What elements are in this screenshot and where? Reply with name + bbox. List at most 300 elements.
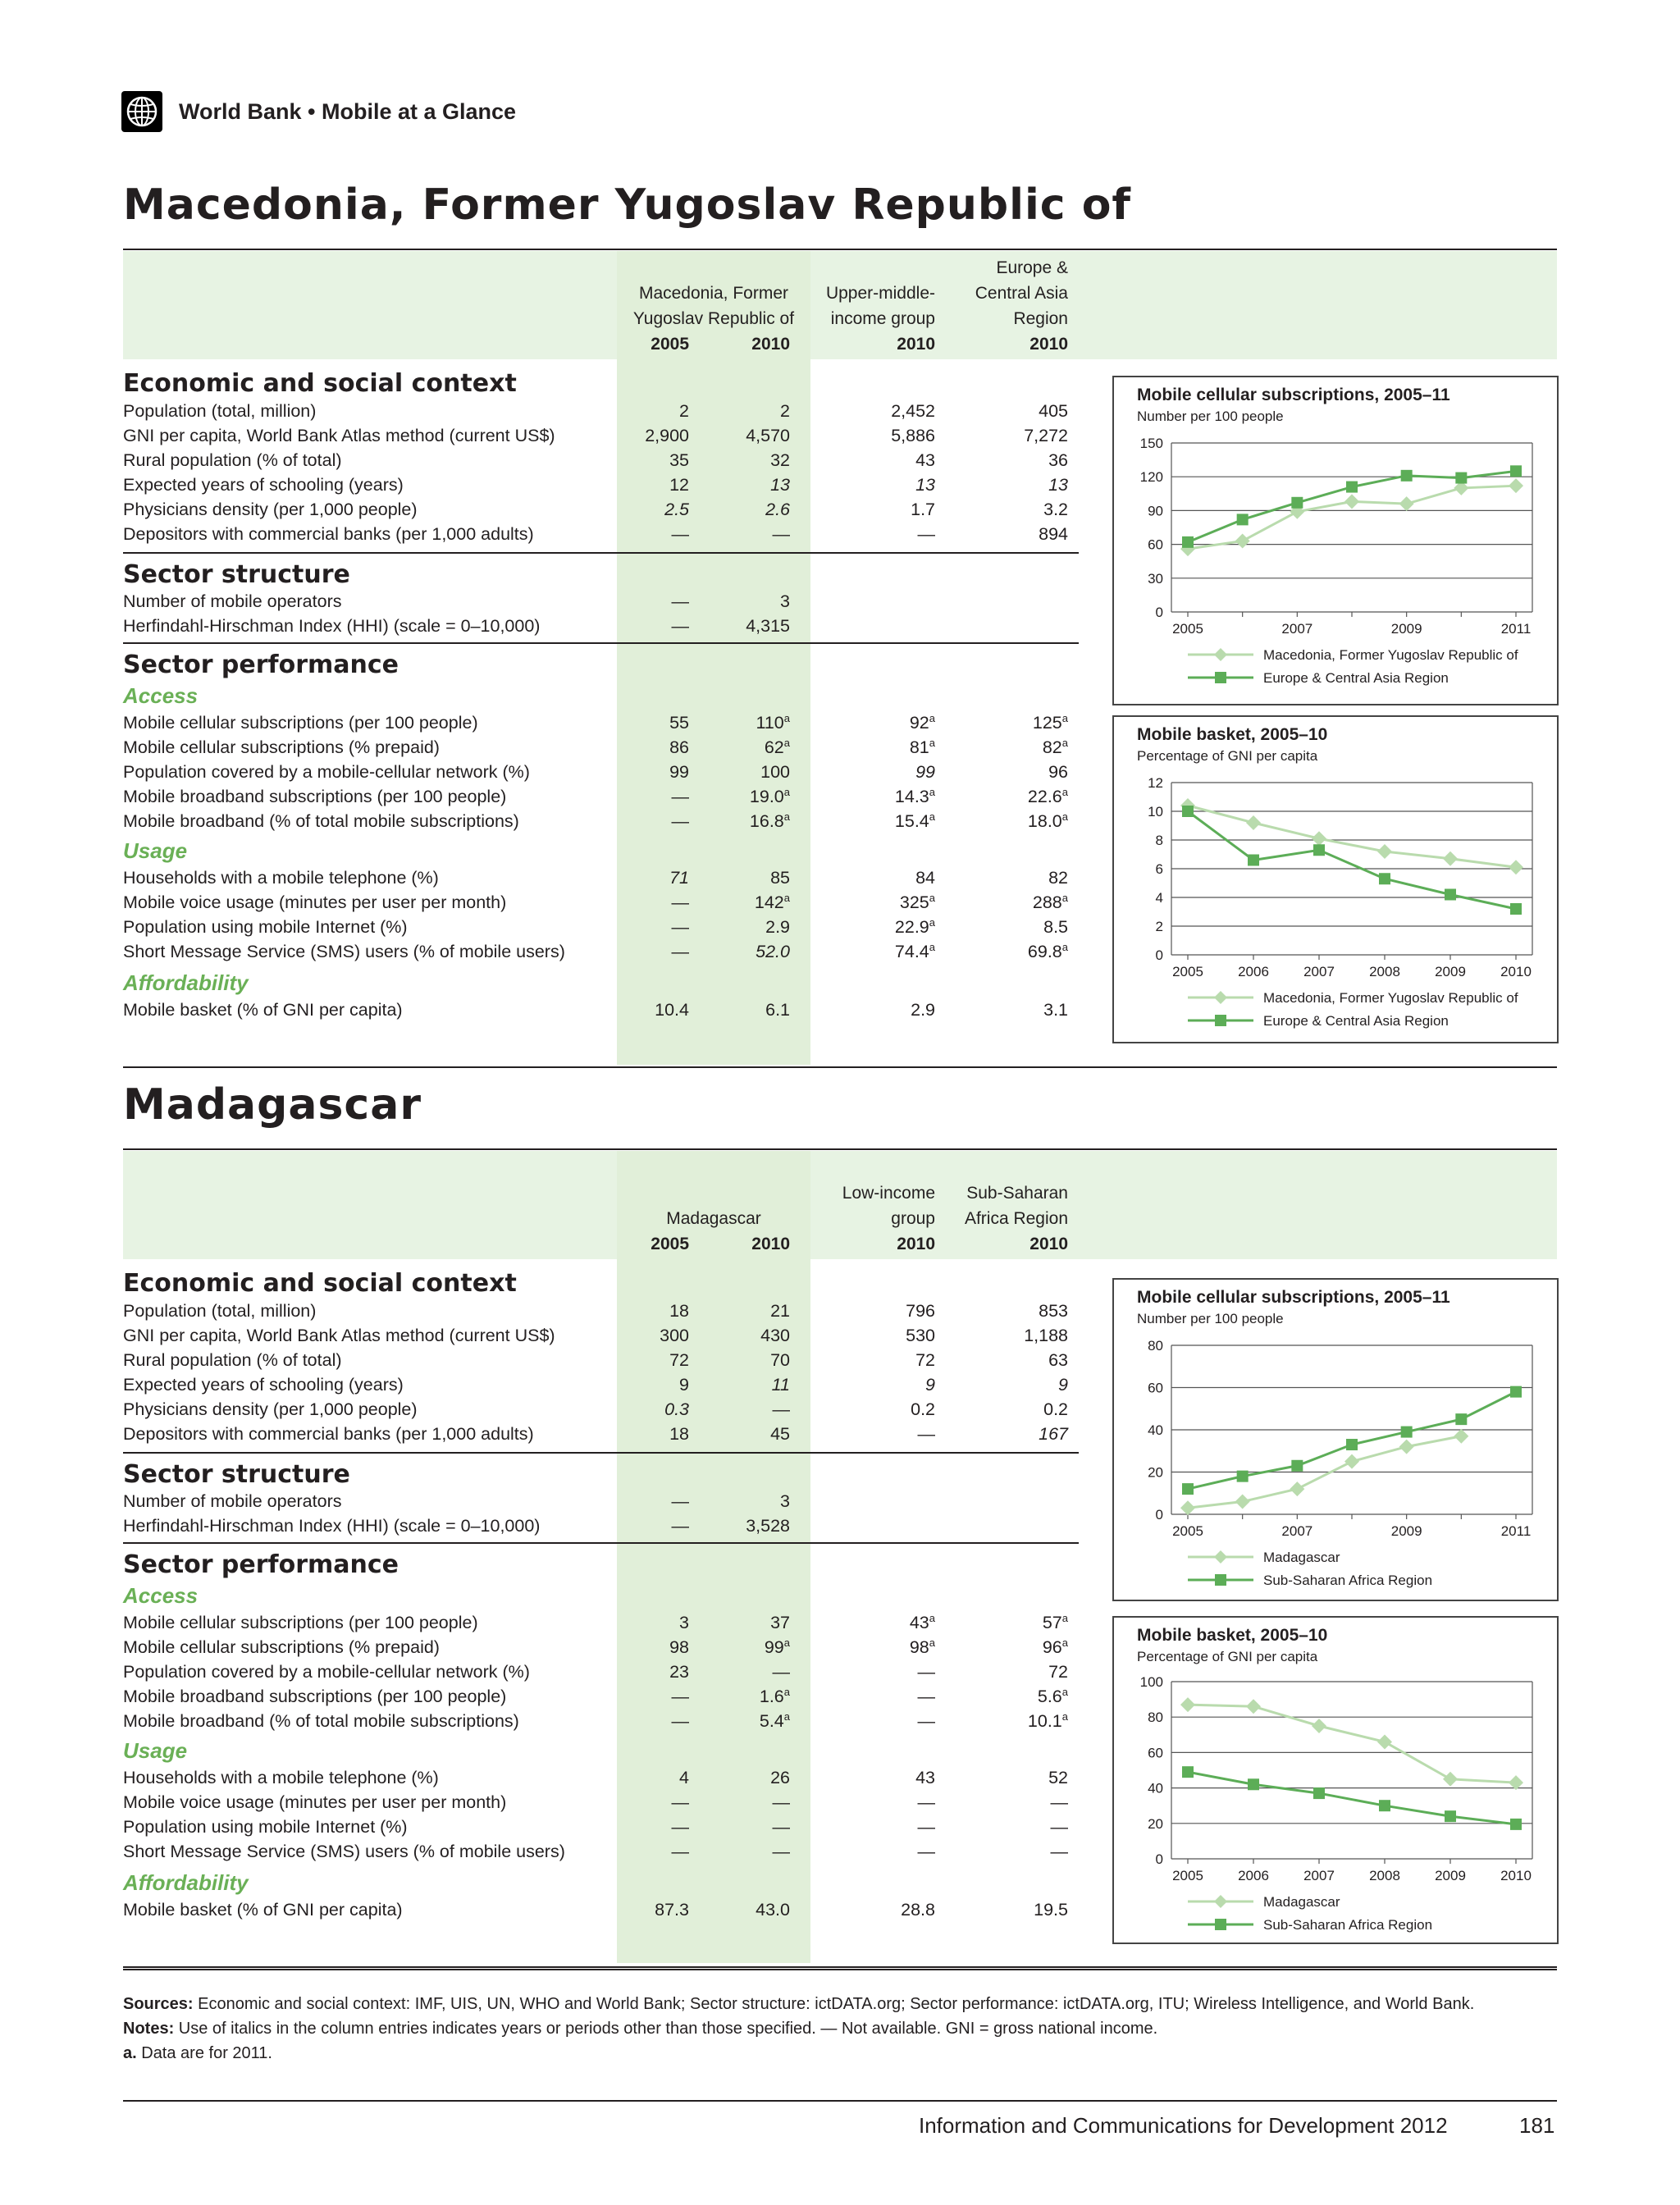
- value-text: 0.3: [664, 1399, 689, 1419]
- row-value: [943, 1790, 1068, 1815]
- table-row: [123, 865, 1083, 890]
- table-row: [123, 1513, 1083, 1538]
- value-text: 72: [915, 1350, 935, 1370]
- row-value: [623, 784, 689, 809]
- footnote-marker: a: [1061, 1685, 1068, 1698]
- row-value: [812, 890, 935, 915]
- chart-title: Mobile basket, 2005–10: [1137, 725, 1328, 744]
- row-label: Mobile cellular subscriptions (% prepaid): [123, 1637, 440, 1657]
- table-row: [123, 1422, 1083, 1446]
- legend-label: Sub-Saharan Africa Region: [1263, 1573, 1433, 1588]
- row-value: [722, 710, 790, 735]
- section-structure: Sector structure: [123, 1460, 350, 1489]
- data-point: [1346, 1439, 1358, 1450]
- row-value: [722, 1397, 790, 1422]
- value-text: —: [671, 591, 689, 611]
- row-value: [943, 472, 1068, 497]
- row-value: [623, 1422, 689, 1446]
- value-text: 3.1: [1043, 1000, 1068, 1020]
- value-text: —: [772, 1792, 790, 1812]
- footnote-marker: a: [1061, 1611, 1068, 1624]
- subsection-usage: Usage: [123, 1738, 188, 1763]
- table-row: [123, 614, 1083, 638]
- value-text: 1,188: [1024, 1326, 1068, 1345]
- table-row: [123, 998, 1083, 1022]
- row-value: [943, 710, 1068, 735]
- row-value: [623, 614, 689, 638]
- table-row: [123, 710, 1083, 735]
- row-value: [623, 448, 689, 472]
- group-header-line2: income group: [830, 309, 935, 328]
- row-value: [943, 735, 1068, 760]
- value-text: —: [1050, 1792, 1068, 1812]
- footnote-marker: a: [929, 1611, 935, 1624]
- value-text: 63: [1048, 1350, 1068, 1370]
- row-value: [623, 1684, 689, 1709]
- chart-title: Mobile cellular subscriptions, 2005–11: [1137, 386, 1450, 404]
- row-value: [943, 448, 1068, 472]
- footnote-marker: a: [1061, 891, 1068, 904]
- table-row: [123, 735, 1083, 760]
- row-value: [722, 1299, 790, 1323]
- value-text: 43: [915, 450, 935, 470]
- value-text: 9: [925, 1375, 935, 1395]
- legend-label: Madagascar: [1263, 1894, 1340, 1910]
- row-label: GNI per capita, World Bank Atlas method (current US$): [123, 1326, 555, 1345]
- y-tick-label: 60: [1148, 536, 1163, 553]
- footnote-marker: a: [783, 1710, 790, 1723]
- region-header-line2: Africa Region: [964, 1209, 1068, 1228]
- y-tick-label: 120: [1139, 469, 1163, 486]
- legend-marker: [1214, 1550, 1227, 1564]
- year-2010-header: 2010: [751, 1235, 790, 1253]
- year-2010-header: 2010: [751, 335, 790, 354]
- section-economic: Economic and social context: [123, 369, 517, 398]
- subsection-usage: Usage: [123, 838, 188, 863]
- legend-label: Macedonia, Former Yugoslav Republic of: [1263, 990, 1518, 1006]
- row-label: Mobile cellular subscriptions (per 100 people): [123, 1613, 478, 1632]
- group-header-year: 2010: [897, 1235, 935, 1253]
- row-label: Mobile broadband subscriptions (per 100 people): [123, 1687, 507, 1706]
- value-text: 55: [669, 713, 689, 733]
- table-row: [123, 915, 1083, 939]
- value-text: 57: [1042, 1613, 1062, 1632]
- title-rule: [123, 1148, 1557, 1150]
- value-text: 405: [1039, 401, 1068, 421]
- value-text: 142: [754, 892, 784, 912]
- table-row: [123, 522, 1083, 546]
- row-value: [943, 423, 1068, 448]
- value-text: 7,272: [1024, 426, 1068, 445]
- country-header-line2: Madagascar: [666, 1209, 761, 1228]
- row-value: [623, 1610, 689, 1635]
- row-value: [722, 809, 790, 833]
- footnote-marker: a: [783, 736, 790, 749]
- value-text: 9: [1058, 1375, 1068, 1395]
- row-value: [812, 1397, 935, 1422]
- data-point: [1455, 1413, 1467, 1425]
- year-2005-header: 2005: [651, 335, 689, 354]
- table-row: [123, 1659, 1083, 1684]
- section-structure: Sector structure: [123, 560, 350, 589]
- group-header-line1: Upper-middle-: [825, 284, 935, 303]
- legend-marker: [1214, 648, 1227, 661]
- region-header-line1: Sub-Saharan: [966, 1184, 1068, 1203]
- chart-subtitle: Percentage of GNI per capita: [1137, 748, 1318, 764]
- region-header-year: 2010: [1029, 335, 1068, 354]
- value-text: —: [671, 1711, 689, 1731]
- country-header-line2: Yugoslav Republic of: [632, 309, 795, 328]
- data-point: [1312, 831, 1326, 846]
- x-tick-label: 2005: [1172, 621, 1203, 637]
- data-point: [1510, 903, 1522, 915]
- row-value: [722, 1790, 790, 1815]
- footnote-marker: a: [929, 785, 935, 798]
- data-point: [1379, 873, 1390, 884]
- row-value: [943, 1897, 1068, 1922]
- value-text: 4,315: [746, 616, 790, 636]
- row-value: [812, 1765, 935, 1790]
- group-header-year: 2010: [897, 335, 935, 354]
- chart-svg: [1114, 377, 1557, 704]
- data-point: [1344, 1454, 1359, 1469]
- data-point: [1344, 494, 1359, 509]
- value-text: 2: [780, 401, 790, 421]
- value-text: 530: [906, 1326, 935, 1345]
- footnote-marker: a: [783, 785, 790, 798]
- row-value: [812, 472, 935, 497]
- value-text: 36: [1048, 450, 1068, 470]
- data-point: [1248, 855, 1259, 866]
- row-label: Mobile cellular subscriptions (per 100 people): [123, 713, 478, 733]
- x-tick-label: 2009: [1390, 621, 1422, 637]
- x-tick-label: 2007: [1281, 1523, 1313, 1539]
- data-point: [1379, 1800, 1390, 1811]
- y-tick-label: 150: [1139, 436, 1163, 451]
- table-row: [123, 939, 1083, 964]
- y-tick-label: 0: [1155, 605, 1163, 620]
- legend-marker: [1215, 1919, 1226, 1930]
- row-value: [722, 1348, 790, 1372]
- row-value: [812, 1372, 935, 1397]
- row-value: [722, 614, 790, 638]
- row-value: [722, 760, 790, 784]
- value-text: —: [1050, 1817, 1068, 1837]
- value-text: —: [772, 1842, 790, 1861]
- row-value: [812, 1790, 935, 1815]
- table-row: [123, 1489, 1083, 1513]
- value-text: 325: [899, 892, 929, 912]
- row-value: [623, 522, 689, 546]
- row-value: [943, 1610, 1068, 1635]
- row-label: Population covered by a mobile-cellular network (%): [123, 762, 530, 782]
- value-text: 19.0: [749, 787, 784, 806]
- row-label: Number of mobile operators: [123, 591, 342, 611]
- data-point: [1180, 1697, 1195, 1712]
- table-row: [123, 589, 1083, 614]
- data-point: [1510, 1819, 1522, 1830]
- row-value: [812, 1610, 935, 1635]
- x-tick-label: 2009: [1390, 1523, 1422, 1539]
- footnote-marker: a: [1061, 1710, 1068, 1723]
- row-value: [943, 809, 1068, 833]
- value-text: 3: [679, 1613, 689, 1632]
- header-text: World Bank • Mobile at a Glance: [179, 98, 517, 124]
- row-value: [722, 423, 790, 448]
- value-text: 62: [764, 737, 784, 757]
- data-point: [1182, 1766, 1194, 1778]
- row-value: [623, 399, 689, 423]
- table-row: [123, 1323, 1083, 1348]
- data-point: [1445, 889, 1456, 901]
- value-text: —: [671, 811, 689, 831]
- value-text: —: [671, 524, 689, 544]
- notes-note: [123, 2016, 1157, 2041]
- data-point: [1401, 1427, 1413, 1438]
- value-text: —: [917, 1687, 935, 1706]
- row-value: [943, 1372, 1068, 1397]
- value-text: 71: [669, 868, 689, 888]
- row-value: [812, 1348, 935, 1372]
- section-performance: Sector performance: [123, 1550, 399, 1579]
- value-text: —: [917, 1792, 935, 1812]
- chart-subtitle: Number per 100 people: [1137, 409, 1284, 424]
- value-text: 98: [909, 1637, 929, 1657]
- value-text: —: [917, 524, 935, 544]
- value-text: —: [772, 524, 790, 544]
- table-row: [123, 448, 1083, 472]
- footnote-a-label: a.: [123, 2044, 137, 2062]
- footer-rule: [123, 1969, 1557, 1970]
- row-value: [943, 784, 1068, 809]
- y-tick-label: 40: [1148, 1422, 1163, 1438]
- table-row: [123, 809, 1083, 833]
- value-text: 82: [1042, 737, 1062, 757]
- legend-marker: [1215, 1574, 1226, 1586]
- block-end-rule: [123, 1066, 1557, 1068]
- row-value: [623, 1815, 689, 1839]
- legend-label: Macedonia, Former Yugoslav Republic of: [1263, 647, 1518, 663]
- data-point: [1399, 1440, 1414, 1454]
- legend-label: Madagascar: [1263, 1550, 1340, 1565]
- row-value: [722, 1610, 790, 1635]
- row-value: [623, 760, 689, 784]
- row-value: [623, 1299, 689, 1323]
- data-point: [1401, 470, 1413, 482]
- row-label: Population covered by a mobile-cellular network (%): [123, 1662, 530, 1682]
- footnote-marker: a: [1061, 711, 1068, 724]
- y-tick-label: 80: [1148, 1710, 1163, 1726]
- row-value: [812, 998, 935, 1022]
- sources-label: Sources:: [123, 1995, 194, 2013]
- row-value: [943, 1323, 1068, 1348]
- chart-0: [1112, 376, 1559, 705]
- value-text: 72: [1048, 1662, 1068, 1682]
- row-value: [722, 1684, 790, 1709]
- y-tick-label: 2: [1155, 919, 1163, 934]
- row-value: [722, 1635, 790, 1659]
- value-text: 2,452: [891, 401, 935, 421]
- title-rule: [123, 249, 1557, 250]
- row-value: [623, 915, 689, 939]
- row-value: [722, 890, 790, 915]
- table-row: [123, 1765, 1083, 1790]
- row-label: Population (total, million): [123, 1301, 317, 1321]
- table-row: [123, 1610, 1083, 1635]
- x-tick-label: 2009: [1435, 1868, 1466, 1883]
- row-label: Mobile broadband subscriptions (per 100 people): [123, 787, 507, 806]
- section-economic: Economic and social context: [123, 1269, 517, 1298]
- row-value: [722, 735, 790, 760]
- subsection-access: Access: [123, 683, 199, 708]
- row-label: Population using mobile Internet (%): [123, 917, 408, 937]
- value-text: 37: [770, 1613, 790, 1632]
- value-text: —: [671, 616, 689, 636]
- value-text: 18: [669, 1424, 689, 1444]
- row-value: [722, 589, 790, 614]
- value-text: 9: [679, 1375, 689, 1395]
- row-value: [722, 998, 790, 1022]
- legend-marker: [1214, 991, 1227, 1004]
- row-value: [943, 497, 1068, 522]
- row-value: [623, 890, 689, 915]
- country-title: Macedonia, Former Yugoslav Republic of: [123, 180, 1132, 230]
- value-text: 32: [770, 450, 790, 470]
- value-text: 2.9: [911, 1000, 935, 1020]
- country-header-line1: Macedonia, Former: [638, 284, 789, 303]
- value-text: 125: [1032, 713, 1062, 733]
- value-text: 69.8: [1027, 942, 1062, 961]
- row-value: [812, 1422, 935, 1446]
- page-footer-rule: [123, 2100, 1557, 2102]
- y-tick-label: 20: [1148, 1815, 1163, 1832]
- y-tick-label: 100: [1139, 1674, 1163, 1690]
- legend-label: Sub-Saharan Africa Region: [1263, 1917, 1433, 1933]
- footnote-marker: a: [783, 891, 790, 904]
- value-text: 99: [669, 762, 689, 782]
- row-value: [943, 399, 1068, 423]
- row-value: [943, 1348, 1068, 1372]
- row-label: Mobile broadband (% of total mobile subscriptions): [123, 1711, 519, 1731]
- row-label: Expected years of schooling (years): [123, 475, 404, 495]
- row-value: [722, 784, 790, 809]
- value-text: 96: [1042, 1637, 1062, 1657]
- footnote-marker: a: [783, 1685, 790, 1698]
- value-text: —: [917, 1662, 935, 1682]
- value-text: 15.4: [894, 811, 929, 831]
- value-text: —: [671, 1516, 689, 1536]
- footnote-a-text: Data are for 2011.: [136, 2044, 272, 2062]
- value-text: 100: [760, 762, 790, 782]
- footnote-marker: a: [1061, 940, 1068, 953]
- y-tick-label: 6: [1155, 861, 1163, 877]
- value-text: 72: [669, 1350, 689, 1370]
- value-text: —: [671, 1792, 689, 1812]
- table-row: [123, 472, 1083, 497]
- y-tick-label: 60: [1148, 1745, 1163, 1761]
- value-text: —: [1050, 1842, 1068, 1861]
- data-point: [1313, 1787, 1325, 1799]
- data-point: [1377, 1734, 1392, 1749]
- x-tick-label: 2009: [1435, 964, 1466, 979]
- y-tick-label: 0: [1155, 947, 1163, 963]
- block-end-rule: [123, 1966, 1557, 1968]
- row-value: [623, 1635, 689, 1659]
- row-value: [943, 522, 1068, 546]
- y-tick-label: 0: [1155, 1507, 1163, 1522]
- value-text: 13: [770, 475, 790, 495]
- row-value: [722, 1422, 790, 1446]
- subsection-affordability: Affordability: [123, 1870, 249, 1895]
- row-value: [812, 522, 935, 546]
- row-label: GNI per capita, World Bank Atlas method (current US$): [123, 426, 555, 445]
- row-value: [623, 1790, 689, 1815]
- footnote-marker: a: [1061, 736, 1068, 749]
- value-text: 1.6: [759, 1687, 784, 1706]
- row-label: Physicians density (per 1,000 people): [123, 1399, 418, 1419]
- footnote-marker: a: [1061, 785, 1068, 798]
- y-tick-label: 12: [1148, 775, 1163, 791]
- data-point: [1237, 1471, 1249, 1482]
- section-performance: Sector performance: [123, 651, 399, 679]
- data-point: [1182, 1483, 1194, 1495]
- data-point: [1291, 1460, 1303, 1472]
- row-value: [812, 497, 935, 522]
- row-value: [943, 1397, 1068, 1422]
- row-label: Mobile basket (% of GNI per capita): [123, 1000, 403, 1020]
- row-value: [623, 589, 689, 614]
- subsection-access: Access: [123, 1583, 199, 1608]
- value-text: 796: [906, 1301, 935, 1321]
- value-text: 43.0: [756, 1900, 790, 1920]
- chart-title: Mobile cellular subscriptions, 2005–11: [1137, 1288, 1450, 1307]
- x-tick-label: 2010: [1500, 1868, 1532, 1883]
- value-text: 300: [660, 1326, 689, 1345]
- row-value: [623, 710, 689, 735]
- row-value: [943, 1765, 1068, 1790]
- value-text: 110: [756, 713, 784, 733]
- y-tick-label: 0: [1155, 1851, 1163, 1867]
- row-value: [722, 472, 790, 497]
- row-label: Households with a mobile telephone (%): [123, 1768, 439, 1787]
- row-value: [623, 809, 689, 833]
- row-value: [722, 1709, 790, 1733]
- row-label: Herfindahl-Hirschman Index (HHI) (scale = 0–10,000): [123, 616, 541, 636]
- row-value: [812, 1635, 935, 1659]
- group-header-line2: group: [891, 1209, 935, 1228]
- data-point: [1346, 482, 1358, 493]
- x-tick-label: 2005: [1172, 1523, 1203, 1539]
- value-text: 19.5: [1034, 1900, 1068, 1920]
- value-text: 16.8: [749, 811, 784, 831]
- value-text: 99: [915, 762, 935, 782]
- y-tick-label: 60: [1148, 1380, 1163, 1396]
- x-tick-label: 2007: [1303, 1868, 1335, 1883]
- value-text: 43: [909, 1613, 929, 1632]
- year-2005-header: 2005: [651, 1235, 689, 1253]
- data-point: [1290, 1481, 1304, 1496]
- page-header: [121, 89, 516, 135]
- legend-marker: [1214, 1895, 1227, 1908]
- x-tick-label: 2010: [1500, 964, 1532, 979]
- row-value: [722, 1839, 790, 1864]
- x-tick-label: 2008: [1369, 964, 1400, 979]
- row-value: [722, 1489, 790, 1513]
- value-text: 14.3: [894, 787, 929, 806]
- footnote-marker: a: [929, 891, 935, 904]
- row-label: Mobile cellular subscriptions (% prepaid): [123, 737, 440, 757]
- row-value: [943, 760, 1068, 784]
